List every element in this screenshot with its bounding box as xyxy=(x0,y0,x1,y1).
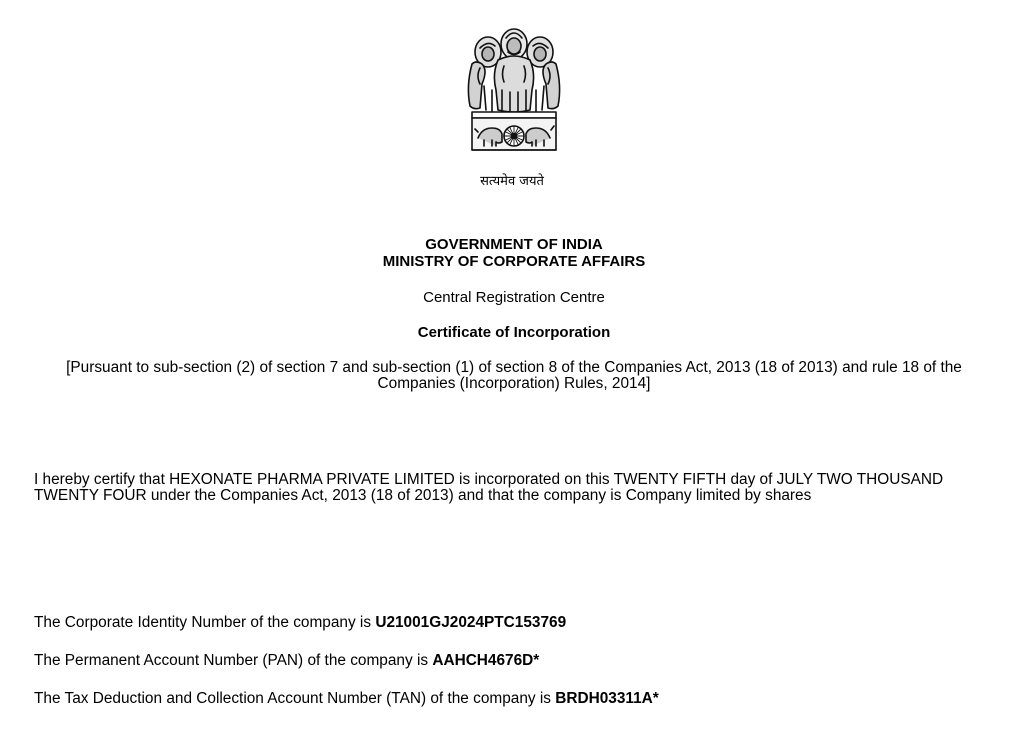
tan-label: The Tax Deduction and Collection Account Number (TAN) of the company is xyxy=(34,690,551,707)
pan-label: The Permanent Account Number (PAN) of the company is xyxy=(34,652,429,669)
cin-row xyxy=(34,614,994,632)
emblem-motto: सत्यमेव जयते xyxy=(480,174,544,189)
certificate-title: Certificate of Incorporation xyxy=(417,324,611,341)
government-heading: GOVERNMENT OF INDIA xyxy=(425,236,603,253)
tan-value: BRDH03311A* xyxy=(555,690,659,707)
pan-value: AAHCH4676D* xyxy=(432,652,540,669)
certification-statement: I hereby certify that HEXONATE PHARMA PRIVATE LIMITED is incorporated on this TWENTY FIFTH day of JULY TWO THOUSAND TWENTY FOUR under the Companies Act, 2013 (18 of 2013) and that the company is Company limited by shares xyxy=(34,471,944,504)
pan-row xyxy=(34,652,994,670)
lion-capital-emblem-icon xyxy=(458,20,570,200)
legal-reference: [Pursuant to sub-section (2) of section 7 and sub-section (1) of section 8 of the Companies Act, 2013 (18 of 2013) and rule 18 of the Companies (Incorporation) Rules, 2014] xyxy=(66,359,962,392)
cin-value: U21001GJ2024PTC153769 xyxy=(375,614,567,631)
tan-row xyxy=(34,690,994,708)
ministry-heading: MINISTRY OF CORPORATE AFFAIRS xyxy=(382,253,646,270)
cin-label: The Corporate Identity Number of the company is xyxy=(34,614,372,631)
registration-centre: Central Registration Centre xyxy=(423,289,605,306)
